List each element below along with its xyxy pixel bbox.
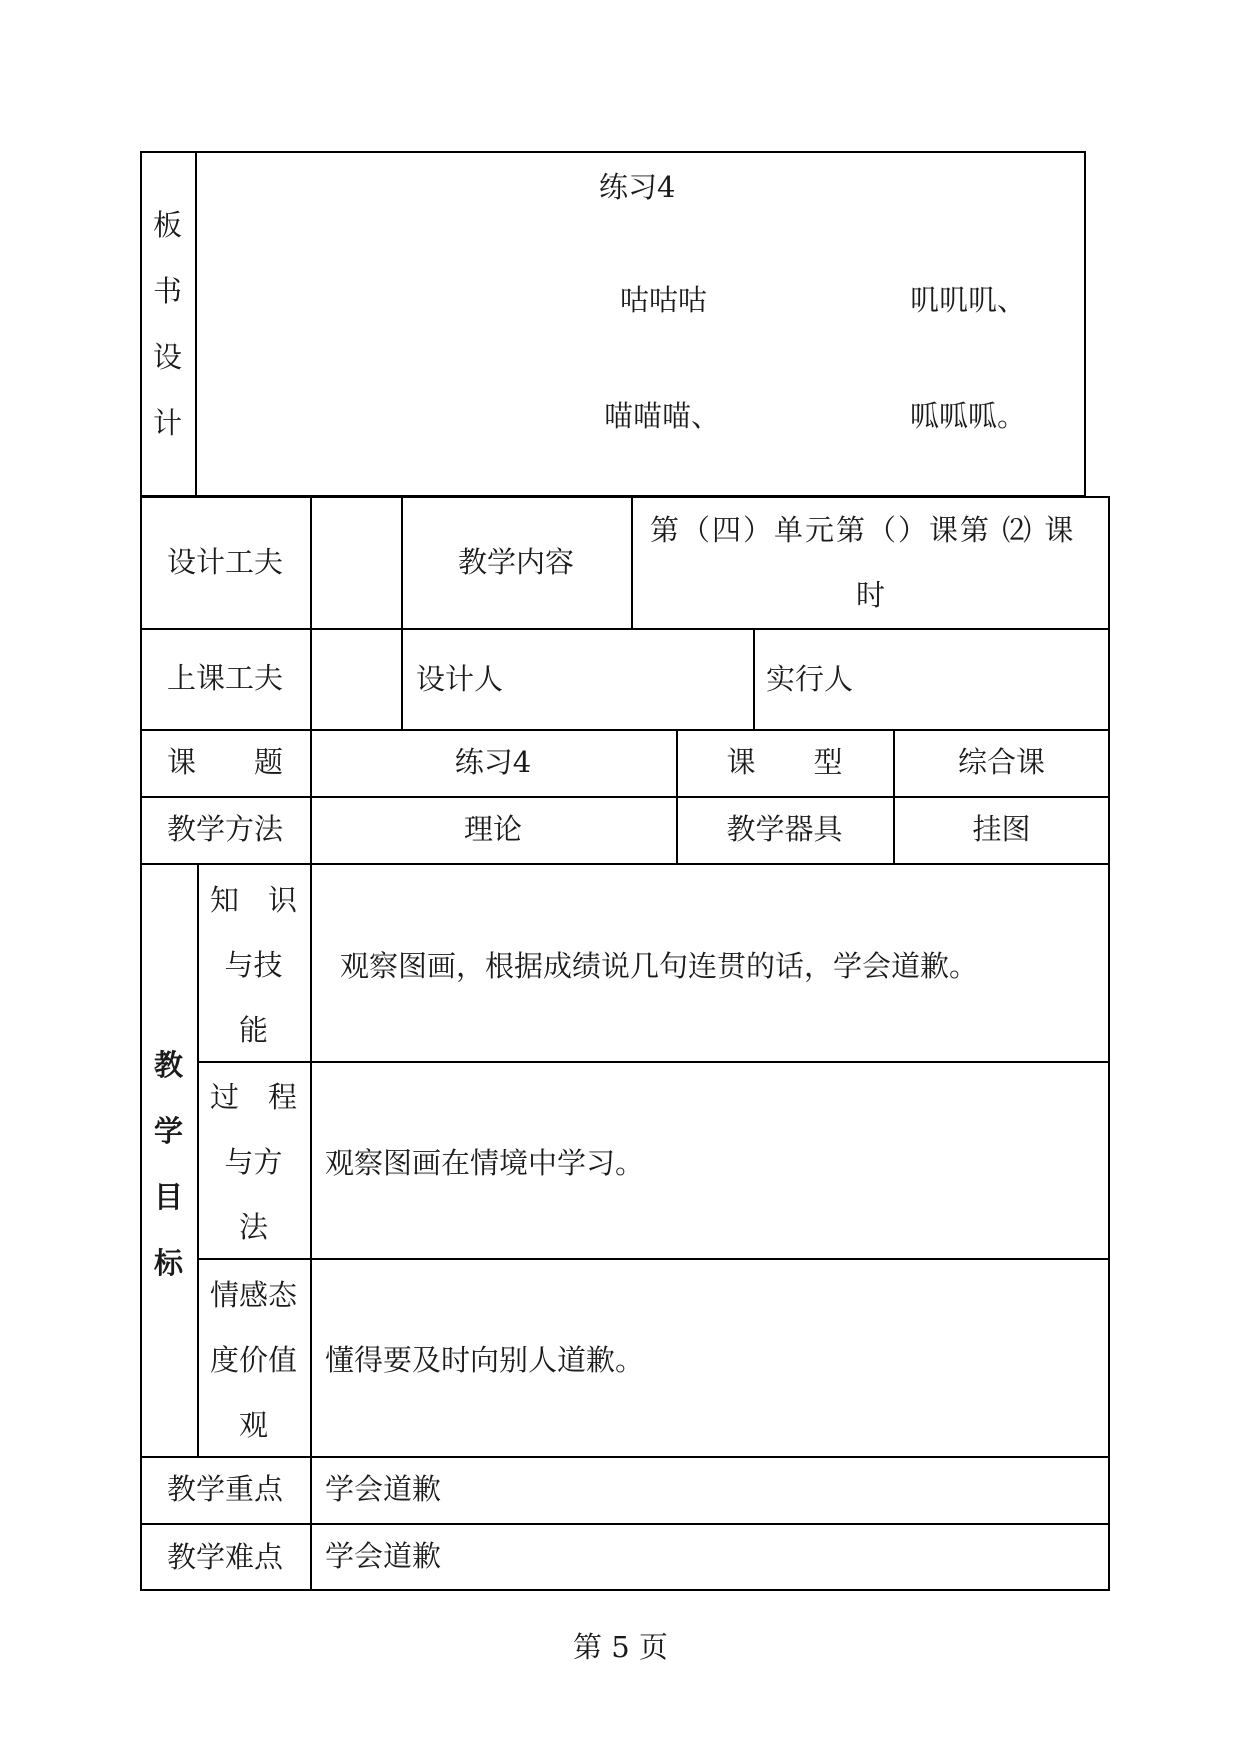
board-line2-left: 喵喵喵、 [604,399,721,433]
teaching-goals-label [140,863,197,1456]
implementer-label: 实行人 [766,662,854,696]
goal-label-line: 与方 [224,1145,283,1179]
goal-label-line: 过 程 [209,1080,297,1114]
goal-attitude-label [197,1258,310,1456]
goal-knowledge-value: 观察图画，根据成绩说几句连贯的话，学会道歉。 [340,949,979,983]
goals-label-char: 学 [153,1114,183,1148]
board-label-char: 计 [152,406,182,440]
board-label-char: 板 [152,208,182,242]
goal-label-line: 情感态 [209,1278,297,1312]
goals-label-char: 教 [153,1048,183,1082]
difficulty-value: 学会道歉 [325,1539,442,1573]
goal-knowledge-label [197,863,310,1061]
goal-label-line: 与技 [224,948,283,982]
board-label-char: 设 [152,340,182,374]
goal-process-label [197,1061,310,1258]
row-divider [197,1258,1110,1260]
goal-label-line: 法 [238,1210,268,1244]
board-label-char: 书 [152,274,182,308]
board-side-label [140,151,195,497]
goal-attitude-value: 懂得要及时向别人道歉。 [325,1343,645,1377]
designer-label: 设计人 [416,662,504,696]
board-line2-right: 呱呱呱。 [910,399,1027,433]
teaching-content-value-line2: 时 [856,578,886,612]
key-point-label: 教学重点 [166,1472,283,1507]
teaching-tools-value: 挂图 [972,812,1031,847]
teaching-method-value: 理论 [463,812,522,847]
topic-value: 练习4 [454,745,532,780]
lesson-type-label: 课 型 [726,745,843,780]
lesson-type-value: 综合课 [957,745,1045,780]
teaching-method-label: 教学方法 [166,812,283,847]
goals-label-char: 目 [153,1180,183,1214]
topic-label: 课 题 [166,745,283,780]
col-divider [753,628,755,729]
goals-label-char: 标 [153,1246,183,1280]
goal-label-line: 知 识 [209,883,297,917]
teaching-content-value-line1: 第（四）单元第（）课第 ⑵ 课 [650,513,1076,547]
goal-label-line: 度价值 [209,1343,297,1377]
difficulty-label: 教学难点 [166,1539,283,1574]
teaching-content-label: 教学内容 [457,544,574,579]
class-time-label: 上课工夫 [166,661,283,696]
teaching-tools-label: 教学器具 [726,812,843,847]
goal-process-value: 观察图画在情境中学习。 [325,1146,645,1180]
design-time-label: 设计工夫 [166,544,283,579]
goal-label-line: 观 [238,1408,268,1442]
board-line1-right: 叽叽叽、 [910,283,1027,317]
col-divider [631,496,633,628]
class-time-value [310,628,401,729]
page-number: 第 5 页 [573,1630,668,1664]
row-divider [197,1061,1110,1063]
board-label-divider [195,151,197,497]
design-time-value [310,496,401,628]
board-title: 练习4 [599,170,676,204]
board-line1-left: 咕咕咕 [620,283,708,317]
key-point-value: 学会道歉 [325,1472,442,1506]
goal-label-line: 能 [238,1013,268,1047]
